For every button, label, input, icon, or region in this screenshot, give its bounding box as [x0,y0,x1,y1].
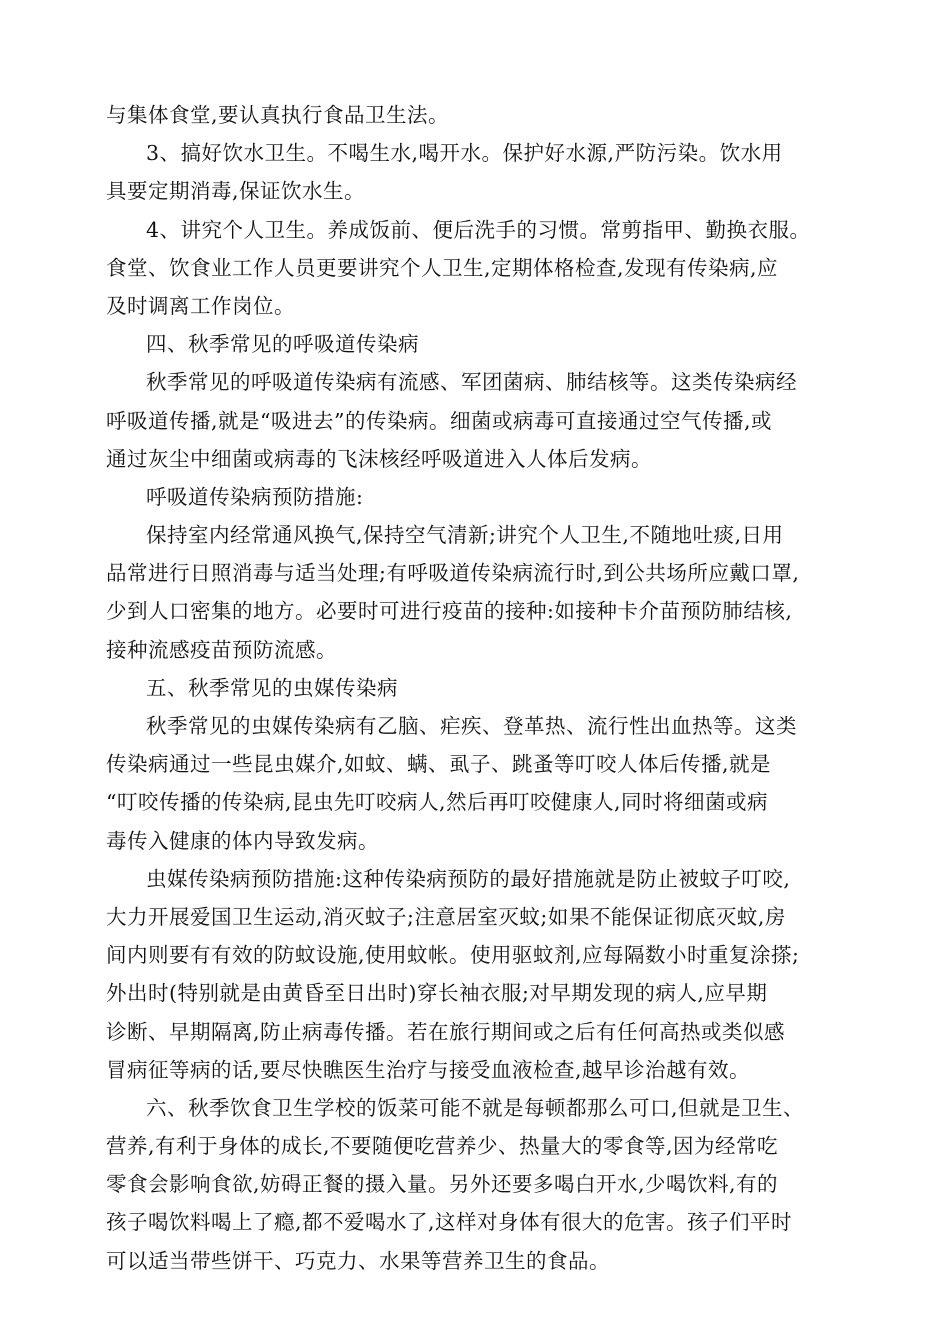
text-line: 诊断、早期隔离,防止病毒传播。若在旅行期间或之后有任何高热或类似感 [106,1019,786,1044]
paragraph-drinking-water [106,134,846,210]
paragraph-respiratory-measures-title [106,478,846,516]
text-line: 保持室内经常通风换气,保持空气清新;讲究个人卫生,不随地吐痰,日用 [146,523,784,548]
text-line: 秋季常见的虫媒传染病有乙脑、疟疾、登革热、流行性出血热等。这类 [146,714,797,738]
text-line: 呼吸道传播,就是“吸进去”的传染病。细菌或病毒可直接通过空气传播,或 [106,408,772,433]
text-line: 大力开展爱国卫生运动,消灭蚊子;注意居室灭蚊;如果不能保证彻底灭蚊,房 [106,904,786,929]
paragraph-continuation [106,96,846,134]
text-line: 呼吸道传染病预防措施: [146,484,364,509]
text-line: 少到人口密集的地方。必要时可进行疫苗的接种:如接种卡介苗预防肺结核, [106,599,793,624]
text-line: 4、讲究个人卫生。养成饭前、便后洗手的习惯。常剪指甲、勤换衣服。 [146,217,811,242]
text-line: 可以适当带些饼干、巧克力、水果等营养卫生的食品。 [106,1248,610,1273]
text-line: 毒传入健康的体内导致发病。 [106,828,379,853]
paragraph-personal-hygiene [106,211,846,326]
paragraph-diet [106,1089,846,1280]
document-body [106,96,846,1280]
text-line: 及时调离工作岗位。 [106,293,295,318]
text-line: 具要定期消毒,保证饮水生。 [106,179,366,204]
text-line: 虫媒传染病预防措施:这种传染病预防的最好措施就是防止被蚊子叮咬, [146,866,791,891]
paragraph-vector-intro [106,707,846,860]
text-line: 间内则要有有效的防蚊设施,使用蚊帐。使用驱蚊剂,应每隔数小时重复涂搽; [106,943,800,968]
text-line: 零食会影响食欲,妨碍正餐的摄入量。另外还要多喝白开水,少喝饮料,有的 [106,1172,779,1197]
section-heading-vector [106,669,846,707]
text-line: 接种流感疫苗预防流感。 [106,637,337,662]
paragraph-vector-measures [106,860,846,1089]
text-line: 传染病通过一些昆虫媒介,如蚊、螨、虱子、跳蚤等叮咬人体后传播,就是 [106,752,772,777]
text-line: 外出时(特别就是由黄昏至日出时)穿长袖衣服;对早期发现的病人,应早期 [106,981,768,1006]
section-heading-respiratory [106,325,846,363]
text-line: 食堂、饮食业工作人员更要讲究个人卫生,定期体格检查,发现有传染病,应 [106,255,779,280]
text-line: 六、秋季饮食卫生学校的饭菜可能不就是每顿都那么可口,但就是卫生、 [146,1095,805,1120]
paragraph-respiratory-intro [106,363,846,478]
text-line: 3、搞好饮水卫生。不喝生水,喝开水。保护好水源,严防污染。饮水用 [146,141,783,166]
text-line: 与集体食堂,要认真执行食品卫生法。 [106,103,450,127]
text-line: 营养,有利于身体的成长,不要随便吃营养少、热量大的零食等,因为经常吃 [106,1134,779,1159]
text-line: 冒病征等病的话,要尽快瞧医生治疗与接受血液检查,越早诊治越有效。 [106,1057,751,1082]
text-line: 秋季常见的呼吸道传染病有流感、军团菌病、肺结核等。这类传染病经 [146,370,797,395]
heading-line: 五、秋季常见的虫媒传染病 [146,675,398,700]
text-line: 通过灰尘中细菌或病毒的飞沫核经呼吸道进入人体后发病。 [106,446,652,471]
text-line: “叮咬传播的传染病,昆虫先叮咬病人,然后再叮咬健康人,同时将细菌或病 [106,790,769,815]
heading-line: 四、秋季常见的呼吸道传染病 [146,332,419,357]
paragraph-respiratory-measures [106,516,846,669]
text-line: 孩子喝饮料喝上了瘾,都不爱喝水了,这样对身体有很大的危害。孩子们平时 [106,1210,793,1235]
text-line: 品常进行日照消毒与适当处理;有呼吸道传染病流行时,到公共场所应戴口罩, [106,561,800,586]
